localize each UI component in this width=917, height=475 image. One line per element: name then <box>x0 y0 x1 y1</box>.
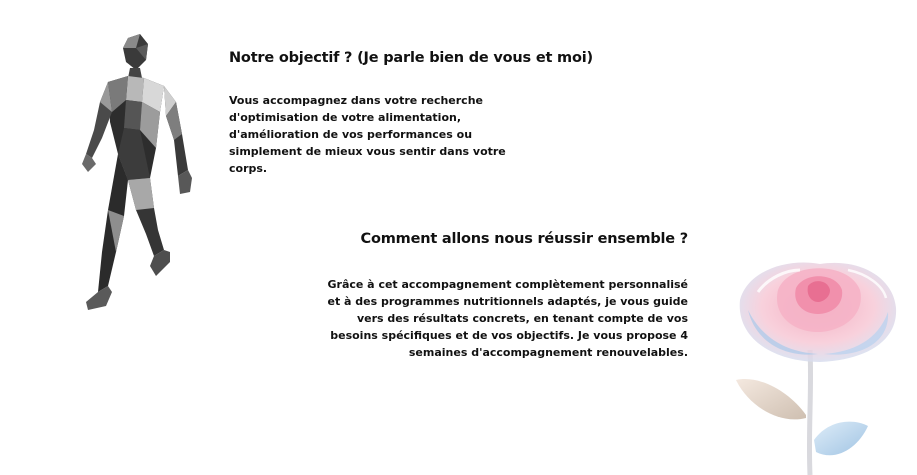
section-title-ensemble: Comment allons nous réussir ensemble ? <box>360 231 688 247</box>
section-text-ensemble: Grâce à cet accompagnement complètement personnalisé et à des programmes nutritionnels adaptés, je vous guide vers des résultats concrets, en tenant compte de vos besoins spécifiques et de vos objectifs. Je vous propose 4 semaines d'accompagnement renouvelables. <box>327 278 688 359</box>
section-title-objectif: Notre objectif ? (Je parle bien de vous et moi) <box>229 50 593 66</box>
low-poly-walking-man-icon <box>78 30 198 315</box>
section-text-objectif: Vous accompagnez dans votre recherche d'optimisation de votre alimentation, d'amélioration de vos performances ou simplement de mieux vous sentir dans votre corps. <box>229 94 506 175</box>
glass-rose-icon <box>728 240 913 475</box>
